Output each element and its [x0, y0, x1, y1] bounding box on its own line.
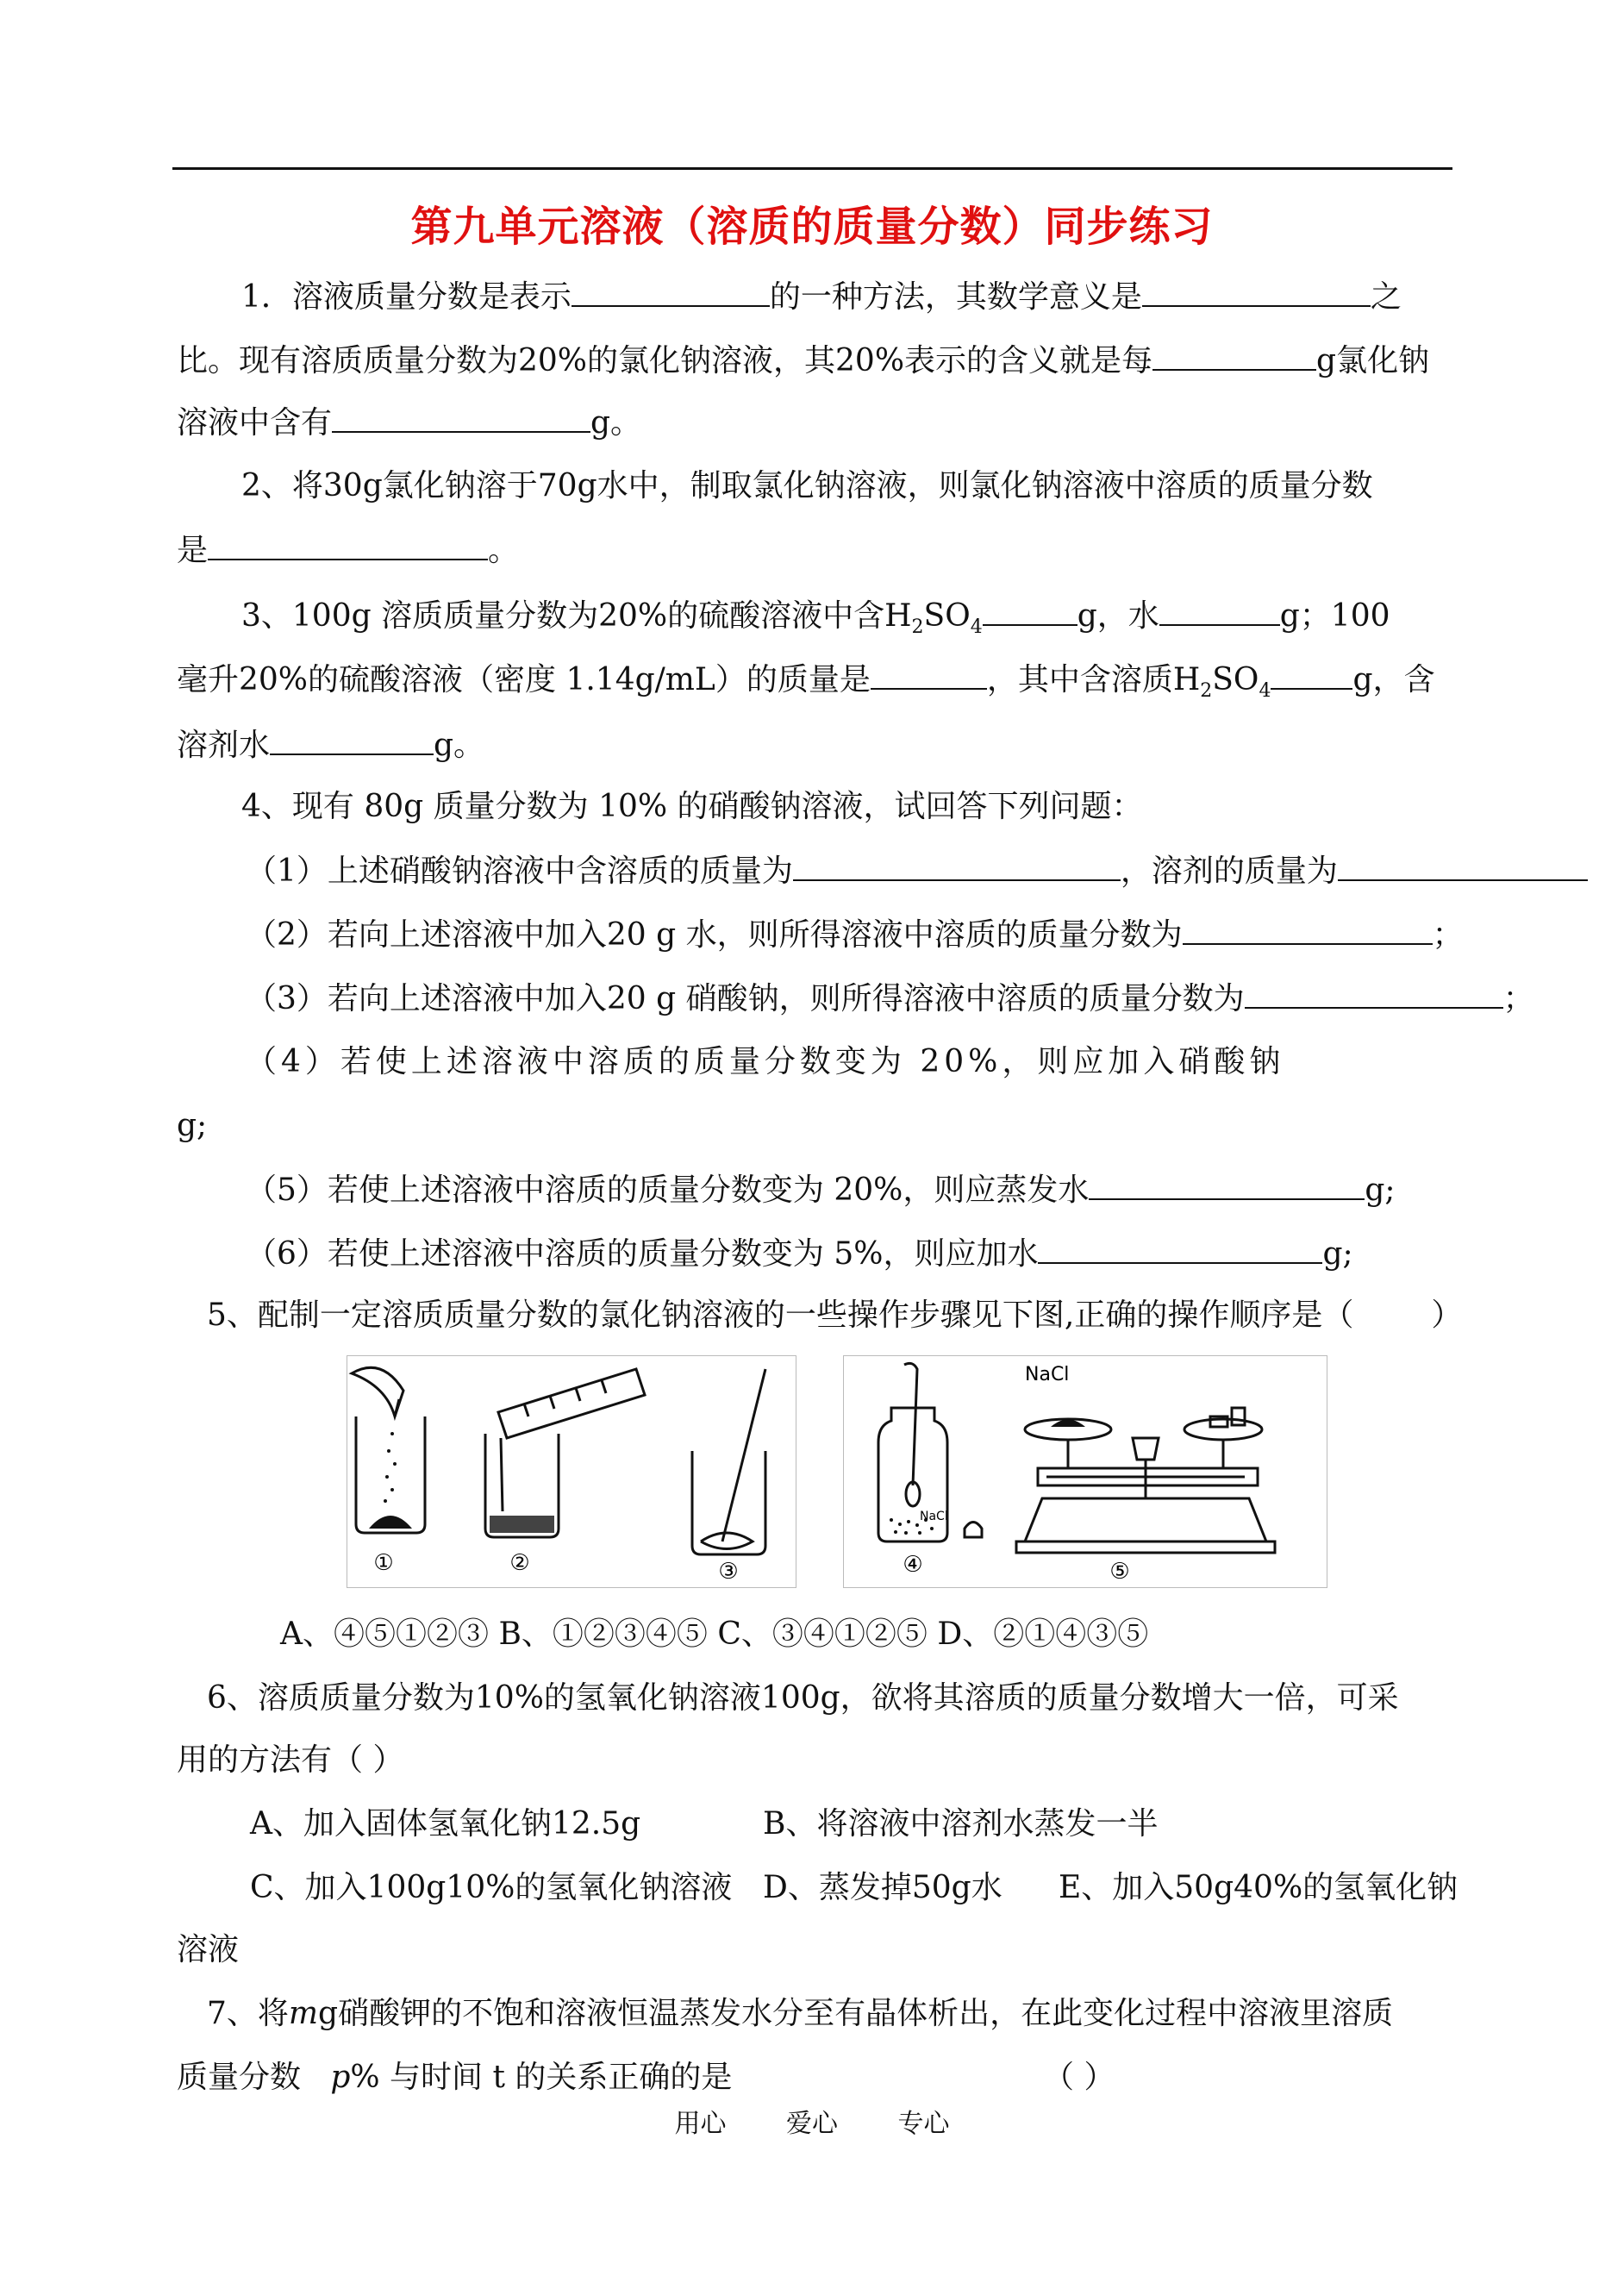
q3-line3: 溶剂水 g。 [177, 724, 484, 766]
step4-jar-label: NaCl [920, 1510, 948, 1523]
step1-salt-particles [369, 1432, 412, 1529]
step5-label: ⑤ [1109, 1559, 1130, 1585]
q4-part2: （2）若向上述溶液中加入20 g 水，则所得溶液中溶质的质量分数为 ； [246, 914, 1464, 956]
footer-word-1: 用心 [674, 2109, 727, 2139]
page-title: 第九单元溶液（溶质的质量分数）同步练习 [410, 203, 1214, 251]
q4-blank-2[interactable] [1183, 914, 1433, 945]
q3-line2: 毫升20%的硫酸溶液（密度 1.14g/mL）的质量是 ，其中含溶质$H_2SO_4$ g，含 [177, 659, 1435, 712]
q4-part4-end: g; [177, 1108, 208, 1143]
q7-answer-paren[interactable]: （ ） [1043, 2060, 1115, 2095]
step3-stir-illustration [692, 1369, 765, 1554]
q3-blank-4[interactable] [1271, 659, 1352, 690]
q6-line2: 用的方法有（ ） [177, 1742, 404, 1778]
q3-blank-1[interactable] [983, 595, 1077, 626]
q2-line2: 是 。 [177, 529, 519, 572]
figure-steps-4-5 [843, 1355, 1327, 1588]
q3-line1: 3、100g 溶质质量分数为20%的硫酸溶液中含$H_2SO_4$ g，水 g；100 [241, 595, 1390, 648]
q4-part5: （5）若使上述溶液中溶质的质量分数变为 20%，则应蒸发水 g; [246, 1169, 1396, 1211]
figure-steps-1-3-drawing [347, 1356, 796, 1587]
q4-blank-1a[interactable] [793, 850, 1121, 881]
figure-steps-4-5-drawing [844, 1356, 1327, 1587]
figure-steps-1-3 [347, 1355, 796, 1588]
q1-line2: 比。现有溶质质量分数为20%的氯化钠溶液，其20%表示的含义就是每 g氯化钠 [177, 340, 1429, 382]
q6-option-e: E、加入50g40%的氢氧化钠 [1059, 1870, 1458, 1905]
q6-option-c: C、加入100g10%的氢氧化钠溶液 [250, 1870, 733, 1905]
q3-blank-5[interactable] [270, 724, 434, 755]
q1-line3: 溶液中含有 g。 [177, 402, 641, 444]
q4-part3: （3）若向上述溶液中加入20 g 硝酸钠，则所得溶液中溶质的质量分数为 ； [246, 978, 1534, 1020]
q6-option-a: A、加入固体氢氧化钠12.5g [250, 1806, 641, 1842]
step2-label: ② [509, 1550, 530, 1576]
header-rule [172, 167, 1452, 170]
step3-label: ③ [718, 1559, 739, 1585]
q4-part1: （1）上述硝酸钠溶液中含溶质的质量为 ，溶剂的质量为 [246, 850, 1588, 892]
step4-label: ④ [903, 1552, 923, 1578]
q1-blank-3[interactable] [1152, 340, 1316, 371]
q1-blank-2[interactable] [1142, 276, 1371, 307]
q6-option-e-cont: 溶液 [177, 1932, 240, 1967]
q4-blank-1b[interactable] [1338, 850, 1588, 881]
footer [0, 2102, 1624, 2140]
q4-stem: 4、现有 80g 质量分数为 10% 的硝酸钠溶液，试回答下列问题： [241, 789, 1143, 824]
step5-balance-illustration [1016, 1408, 1275, 1553]
q4-blank-5[interactable] [1089, 1169, 1365, 1200]
q1-line1: 1．溶液质量分数是表示 的一种方法，其数学意义是 之 [241, 276, 1402, 318]
step5-nacl-label: NaCl [1025, 1364, 1070, 1385]
q2-blank[interactable] [208, 529, 488, 560]
q1-blank-4[interactable] [332, 402, 590, 433]
step2-solution [490, 1516, 554, 1533]
q7-line1: 7、将mg硝酸钾的不饱和溶液恒温蒸发水分至有晶体析出，在此变化过程中溶液里溶质 [207, 1996, 1394, 2031]
q4-part6: （6）若使上述溶液中溶质的质量分数变为 5%，则应加水 g; [246, 1233, 1353, 1275]
step2-pour-water-illustration [485, 1369, 645, 1537]
q6-line1: 6、溶质质量分数为10%的氢氧化钠溶液100g，欲将其溶质的质量分数增大一倍，可采 [207, 1680, 1399, 1716]
footer-word-3: 专心 [897, 2109, 950, 2139]
q6-option-d: D、蒸发掉50g水 [763, 1870, 1003, 1905]
q3-blank-2[interactable] [1159, 595, 1280, 626]
q4-blank-3[interactable] [1245, 978, 1503, 1009]
q1-blank-1[interactable] [572, 276, 770, 307]
q4-part4: （4）若使上述溶液中溶质的质量分数变为 20%，则应加入硝酸钠 [246, 1044, 1285, 1079]
q4-blank-6[interactable] [1038, 1233, 1322, 1264]
q6-option-b: B、将溶液中溶剂水蒸发一半 [763, 1806, 1159, 1842]
q5-stem: 5、配制一定溶质质量分数的氯化钠溶液的一些操作步骤见下图,正确的操作顺序是（ ） [207, 1298, 1463, 1333]
q7-line2: 质量分数 p% 与时间 t 的关系正确的是 [177, 2060, 733, 2095]
q5-options: A、④⑤①②③ B、①②③④⑤ C、③④①②⑤ D、②①④③⑤ [280, 1617, 1149, 1652]
footer-word-2: 爱心 [786, 2109, 838, 2139]
q3-blank-3[interactable] [871, 659, 987, 690]
q2-line1: 2、将30g氯化钠溶于70g水中，制取氯化钠溶液，则氯化钠溶液中溶质的质量分数 [241, 468, 1373, 503]
step1-label: ① [373, 1550, 394, 1576]
